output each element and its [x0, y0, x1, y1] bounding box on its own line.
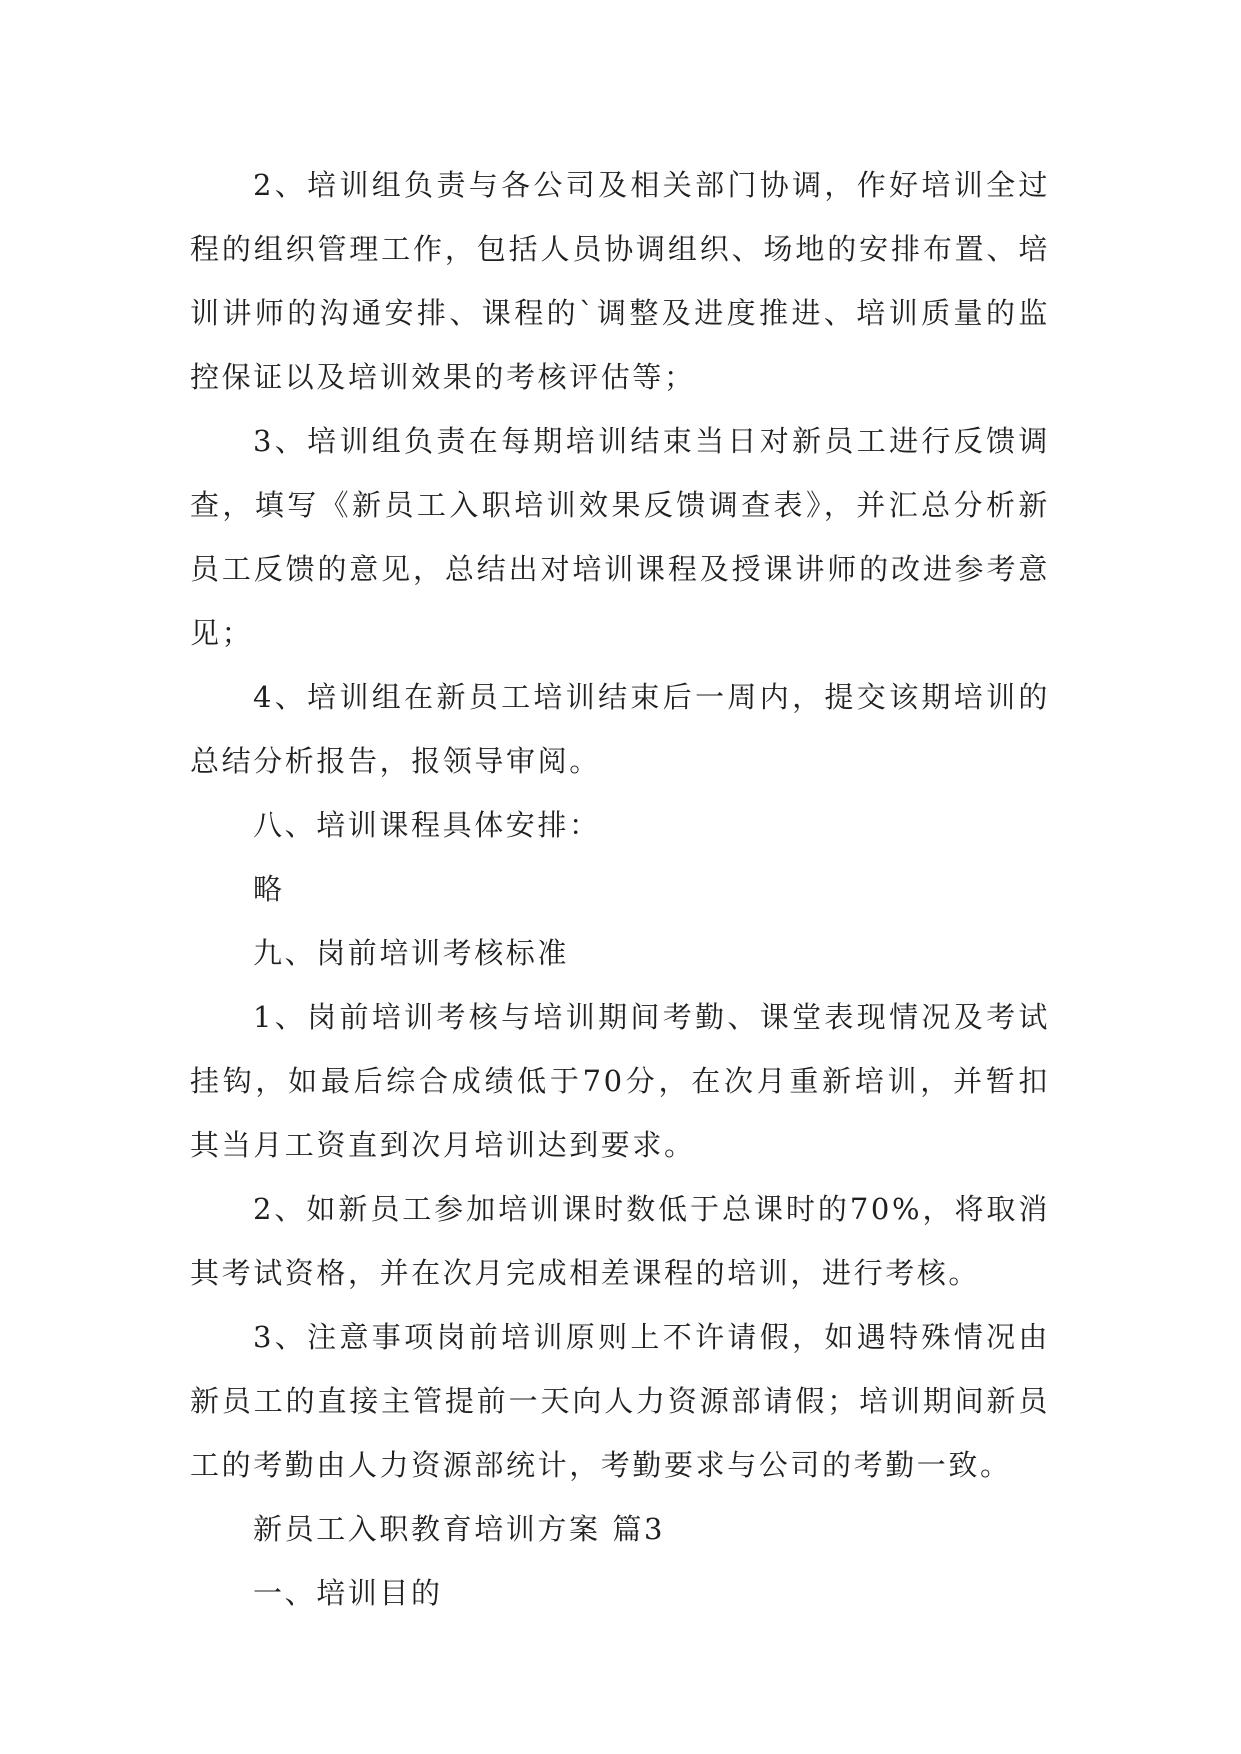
section-heading-training-purpose: 一、培训目的 [253, 1576, 443, 1610]
section-heading-assessment-standard: 九、岗前培训考核标准 [253, 936, 570, 970]
document-body [190, 153, 1050, 1625]
paragraph-1-assessment-score: 1、岗前培训考核与培训期间考勤、课堂表现情况及考试挂钩，如最后综合成绩低于70分，在次月重新培训，并暂扣其当月工资直到次月培训达到要求。 [190, 1000, 1050, 1162]
section-heading-course-schedule: 八、培训课程具体安排： [253, 808, 601, 842]
plan-title: 新员工入职教育培训方案 篇3 [253, 1512, 666, 1546]
paragraph-3-leave-rules: 3、注意事项岗前培训原则上不许请假，如遇特殊情况由新员工的直接主管提前一天向人力资源部请假；培训期间新员工的考勤由人力资源部统计，考勤要求与公司的考勤一致。 [190, 1320, 1050, 1482]
paragraph-3-feedback-survey: 3、培训组负责在每期培训结束当日对新员工进行反馈调查，填写《新员工入职培训效果反馈调查表》，并汇总分析新员工反馈的意见，总结出对培训课程及授课讲师的改进参考意见； [190, 424, 1050, 650]
paragraph-4-summary-report: 4、培训组在新员工培训结束后一周内，提交该期培训的总结分析报告，报领导审阅。 [190, 680, 1050, 778]
paragraph-2-attendance-hours: 2、如新员工参加培训课时数低于总课时的70%，将取消其考试资格，并在次月完成相差课程的培训，进行考核。 [190, 1192, 1050, 1290]
paragraph-omitted: 略 [253, 872, 285, 906]
paragraph-2-training-group-coordination: 2、培训组负责与各公司及相关部门协调，作好培训全过程的组织管理工作，包括人员协调组织、场地的安排布置、培训讲师的沟通安排、课程的`调整及进度推进、培训质量的监控保证以及培训效果的考核评估等； [190, 168, 1050, 394]
